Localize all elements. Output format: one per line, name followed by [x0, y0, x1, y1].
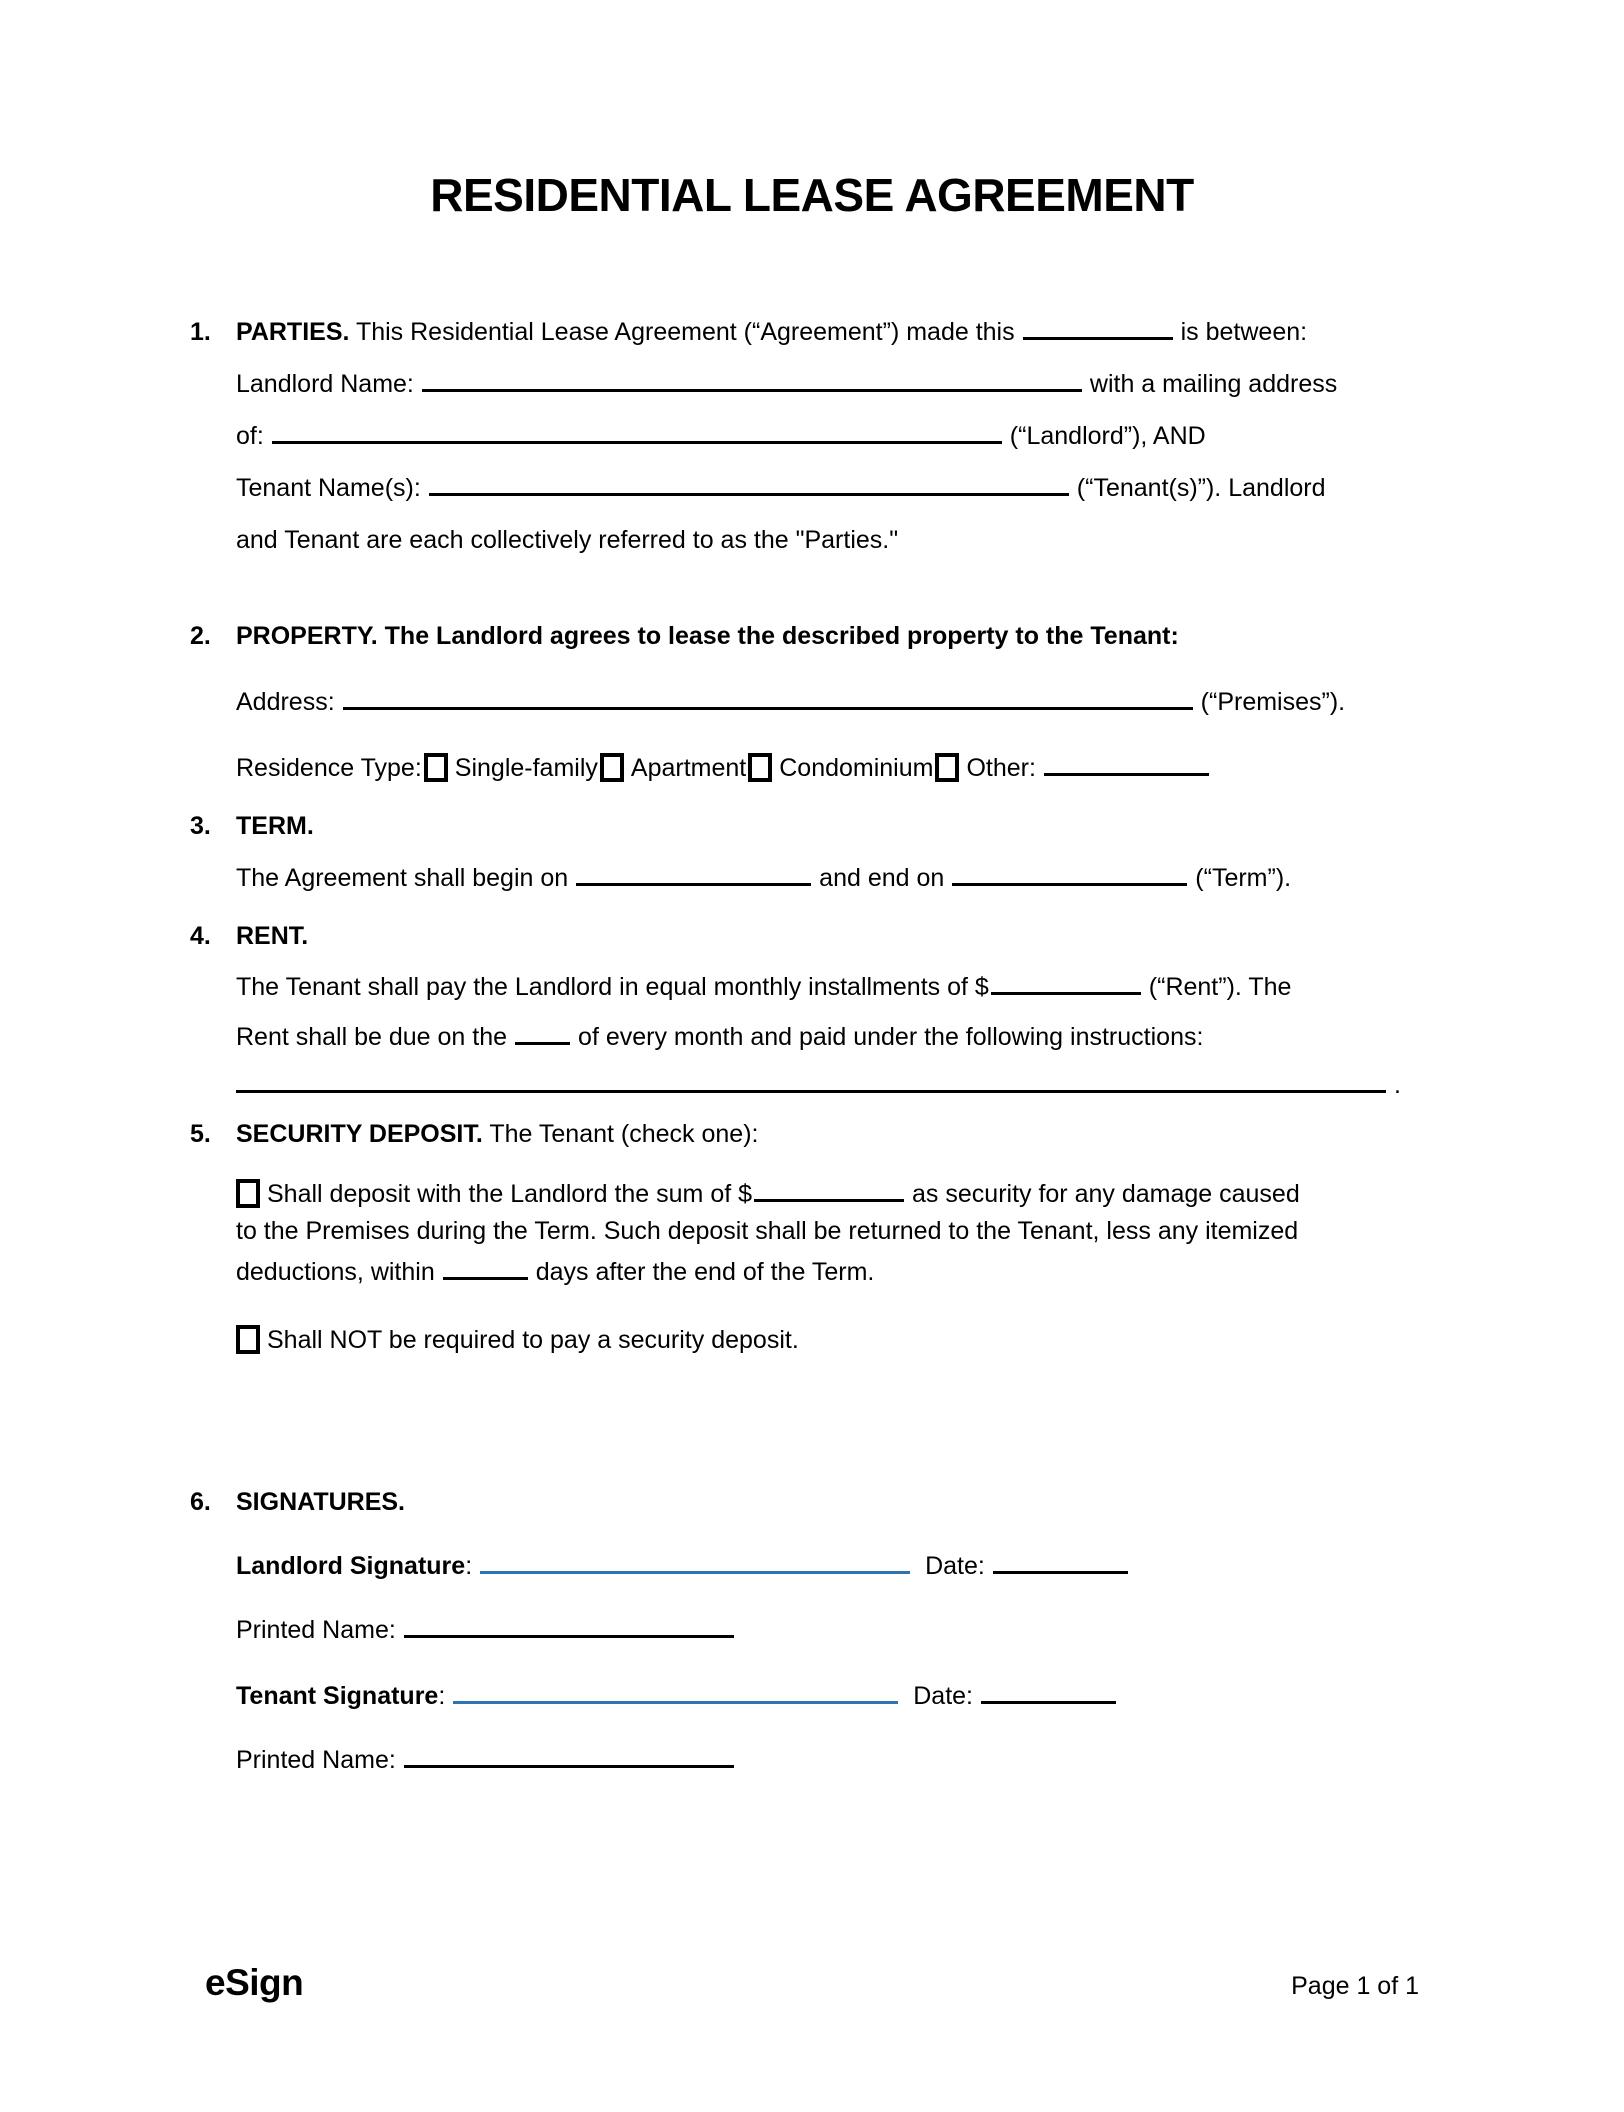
- parties-closing-line: and Tenant are each collectively referred to as the "Parties.": [236, 526, 899, 554]
- landlord-printed-label: Printed Name:: [236, 1616, 396, 1644]
- document-content: [190, 0, 1434, 1786]
- page-number: Page 1 of 1: [1291, 1972, 1419, 2000]
- rent-line1-post: (“Rent”). The: [1148, 973, 1292, 1001]
- rent-heading: RENT.: [236, 922, 309, 950]
- deposit-line-1: [236, 1172, 1434, 1213]
- deposit-amount-blank[interactable]: [754, 1172, 904, 1202]
- section-term: [190, 800, 1434, 904]
- property-intro: The Landlord agrees to lease the described property to the Tenant:: [384, 622, 1179, 650]
- deposit-option-1: [236, 1172, 1434, 1291]
- tenant-printed-name-blank[interactable]: [404, 1738, 734, 1768]
- payment-instructions-period: .: [1394, 1071, 1401, 1099]
- label-colon: :: [438, 1682, 446, 1710]
- other-label: Other:: [966, 754, 1036, 782]
- section-number: 1.: [190, 318, 211, 346]
- rent-body: [236, 910, 1434, 1108]
- landlord-date-label: Date:: [925, 1552, 985, 1580]
- landlord-name-label: Landlord Name:: [236, 370, 414, 398]
- rent-line1-pre: The Tenant shall pay the Landlord in equal monthly installments of $: [236, 973, 989, 1001]
- section-number: 5.: [190, 1120, 211, 1148]
- rent-line-1: [236, 962, 1434, 1012]
- deposit-line-3: [236, 1250, 1434, 1291]
- rent-line2-pre: Rent shall be due on the: [236, 1023, 508, 1051]
- apartment-checkbox[interactable]: [600, 753, 624, 782]
- rent-amount-blank[interactable]: [991, 965, 1141, 995]
- rent-due-day-blank[interactable]: [515, 1015, 570, 1045]
- deposit-line-2: to the Premises during the Term. Such deposit shall be returned to the Tenant, less any itemized: [236, 1217, 1299, 1245]
- landlord-signature-line[interactable]: [480, 1544, 910, 1574]
- rent-line2-post: of every month and paid under the following instructions:: [578, 1023, 1204, 1051]
- parties-intro-post: is between:: [1180, 318, 1308, 346]
- landlord-name-line: [236, 358, 1434, 410]
- landlord-address-blank[interactable]: [272, 414, 1002, 444]
- section-signatures: [190, 1476, 1434, 1786]
- deposit-line3-pre: deductions, within: [236, 1258, 435, 1286]
- tenant-printed-label: Printed Name:: [236, 1746, 396, 1774]
- landlord-signature-line-row: [236, 1540, 1434, 1592]
- condominium-checkbox[interactable]: [748, 753, 772, 782]
- term-post: (“Term”).: [1195, 864, 1292, 892]
- section-number: 6.: [190, 1488, 211, 1516]
- property-heading-line: [236, 610, 1434, 662]
- other-checkbox[interactable]: [935, 753, 959, 782]
- rent-line-2: [236, 1012, 1434, 1062]
- tenant-name-blank[interactable]: [429, 466, 1069, 496]
- premises-address-line: [236, 676, 1434, 728]
- landlord-printed-name-row: [236, 1604, 1434, 1656]
- term-heading: TERM.: [236, 812, 314, 840]
- deposit-option-2: [236, 1314, 1434, 1366]
- term-body: [236, 800, 1434, 904]
- parties-heading: PARTIES.: [236, 318, 350, 346]
- signatures-body: [236, 1476, 1434, 1786]
- apartment-label: Apartment: [630, 754, 747, 782]
- section-parties: [190, 306, 1434, 566]
- security-intro: The Tenant (check one):: [489, 1120, 759, 1148]
- premises-address-blank[interactable]: [343, 680, 1193, 710]
- single-family-checkbox[interactable]: [424, 753, 448, 782]
- landlord-name-blank[interactable]: [422, 362, 1082, 392]
- property-body: [236, 610, 1434, 794]
- tenant-name-line: [236, 462, 1434, 514]
- deposit-line1-pre: Shall deposit with the Landlord the sum of $: [267, 1180, 753, 1208]
- residence-type-label: Residence Type:: [236, 754, 422, 782]
- term-mid: and end on: [819, 864, 945, 892]
- landlord-name-post: with a mailing address: [1089, 370, 1338, 398]
- term-pre: The Agreement shall begin on: [236, 864, 569, 892]
- no-deposit-checkbox[interactable]: [236, 1325, 260, 1354]
- payment-instructions-line: [236, 1062, 1434, 1108]
- signatures-heading: SIGNATURES.: [236, 1488, 405, 1516]
- tenant-name-label: Tenant Name(s):: [236, 474, 421, 502]
- deposit-line3-post: days after the end of the Term.: [535, 1258, 875, 1286]
- premises-address-post: (“Premises”).: [1200, 688, 1346, 716]
- term-start-date-blank[interactable]: [576, 856, 811, 886]
- other-residence-blank[interactable]: [1044, 746, 1209, 776]
- tenant-date-label: Date:: [913, 1682, 974, 1710]
- landlord-date-blank[interactable]: [993, 1544, 1128, 1574]
- security-body: [236, 1108, 1434, 1366]
- landlord-address-label: of:: [236, 422, 264, 450]
- tenant-signature-line[interactable]: [453, 1674, 898, 1704]
- esign-logo: eSign: [205, 1962, 304, 2003]
- deposit-line1-post: as security for any damage caused: [912, 1180, 1300, 1208]
- condominium-label: Condominium: [779, 754, 934, 782]
- payment-instructions-blank[interactable]: [236, 1063, 1386, 1093]
- document-title: RESIDENTIAL LEASE AGREEMENT: [430, 169, 1194, 221]
- section-number: 2.: [190, 622, 211, 650]
- section-rent: [190, 910, 1434, 1108]
- parties-body: [236, 306, 1434, 566]
- property-heading: PROPERTY.: [236, 622, 378, 650]
- landlord-printed-name-blank[interactable]: [404, 1608, 734, 1638]
- tenant-printed-name-row: [236, 1734, 1434, 1786]
- premises-address-label: Address:: [236, 688, 335, 716]
- single-family-label: Single-family: [454, 754, 598, 782]
- agreement-date-blank[interactable]: [1023, 310, 1173, 340]
- residence-type-line: [236, 742, 1434, 794]
- section-security-deposit: [190, 1108, 1434, 1366]
- no-deposit-label: Shall NOT be required to pay a security deposit.: [267, 1326, 799, 1354]
- security-heading: SECURITY DEPOSIT.: [236, 1120, 483, 1148]
- deposit-return-days-blank[interactable]: [443, 1250, 528, 1280]
- landlord-address-line: [236, 410, 1434, 462]
- term-end-date-blank[interactable]: [952, 856, 1187, 886]
- tenant-signature-line-row: [236, 1670, 1434, 1722]
- landlord-address-post: (“Landlord”), AND: [1009, 422, 1206, 450]
- deposit-required-checkbox[interactable]: [236, 1179, 260, 1208]
- parties-intro-pre: This Residential Lease Agreement (“Agreement”) made this: [355, 318, 1015, 346]
- label-colon: :: [465, 1552, 473, 1580]
- parties-intro-line: [236, 306, 1434, 358]
- tenant-name-post: (“Tenant(s)”). Landlord: [1076, 474, 1326, 502]
- tenant-signature-label: Tenant Signature: [236, 1682, 439, 1710]
- section-number: 4.: [190, 922, 211, 950]
- term-line: [236, 852, 1434, 904]
- section-number: 3.: [190, 812, 211, 840]
- tenant-date-blank[interactable]: [981, 1674, 1116, 1704]
- section-property: [190, 610, 1434, 794]
- landlord-signature-label: Landlord Signature: [236, 1552, 466, 1580]
- security-heading-line: [236, 1108, 1434, 1160]
